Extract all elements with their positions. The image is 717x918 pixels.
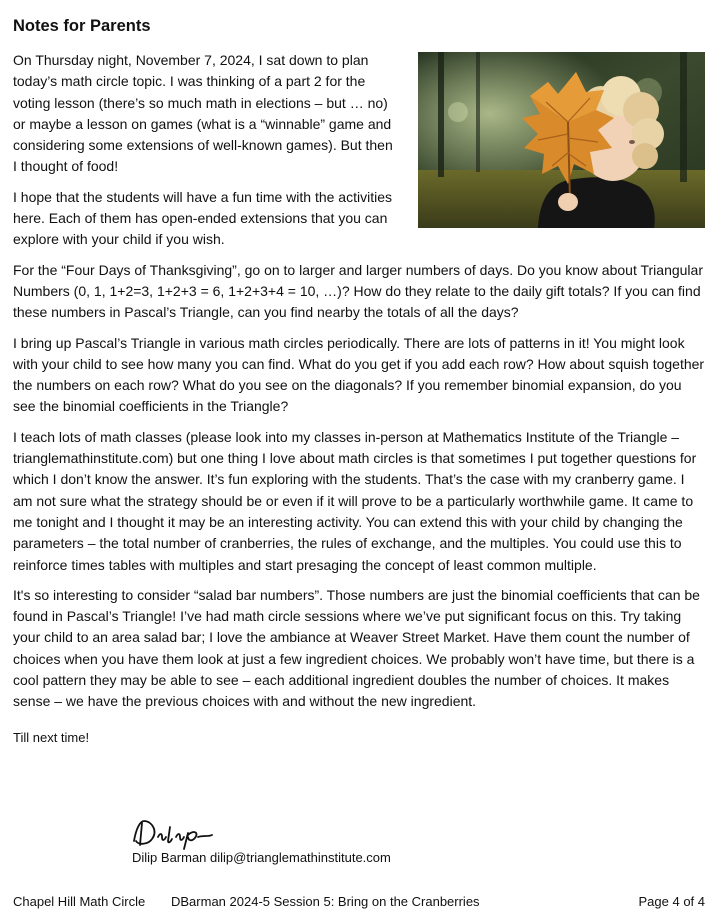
page-footer bbox=[13, 894, 705, 912]
handwritten-signature bbox=[128, 815, 228, 851]
paragraph: On Thursday night, November 7, 2024, I sat down to plan today’s math circle topic. I was thinking of a part 2 for the voting lesson (there’s so much math in elections – but … no) or maybe a lesson on games (what is a “winnable” game and considering some extensions of well-known games). But then I thought of food! bbox=[13, 52, 393, 175]
paragraph: I bring up Pascal’s Triangle in various math circles periodically. There are lots of patterns in it! You might look with your child to see how many you can find. What do you get if you add each row? How about squish together the numbers on each row? What do you see on the diagonals? If you remember binomial expansion, do you see the binomial coefficients in the Triangle? bbox=[13, 334, 705, 415]
footer-organization: Chapel Hill Math Circle bbox=[13, 894, 146, 909]
paragraph: For the “Four Days of Thanksgiving”, go on to larger and larger numbers of days. Do you know about Triangular Numbers (0, 1, 1+2=3, 1+2+3 = 6, 1+2+3+4 = 10, …)? How do they relate to the daily gift totals? If you can find these numbers in Pascal’s Triangle, can you find nearby the totals of all the days? bbox=[13, 261, 703, 321]
paragraph: I hope that the students will have a fun time with the activities here. Each of them has open-ended extensions that you can explore with your child if you wish. bbox=[13, 188, 392, 248]
signer-name-email: Dilip Barman dilip@trianglemathinstitute.com bbox=[132, 850, 391, 865]
footer-page-number: Page 4 of 4 bbox=[638, 894, 705, 909]
page-title: Notes for Parents bbox=[13, 17, 151, 35]
footer-session-title: DBarman 2024-5 Session 5: Bring on the Cranberries bbox=[171, 894, 480, 909]
document-body bbox=[13, 50, 705, 757]
paragraph: It's so interesting to consider “salad bar numbers”. Those numbers are just the binomial coefficients that can be found in Pascal’s Triangle! I’ve had math circle sessions where we’ve put significant focus on this. Try taking your child to an area salad bar; I love the ambiance at Weaver Street Market. Have them count the number of choices when you have them look at just a few ingredient choices. We probably won’t have time, but there is a cool pattern they may be able to see – each additional ingredient doubles the number of choices. It makes sense – we have the previous choices with and without the new ingredient. bbox=[13, 586, 700, 710]
paragraph: I teach lots of math classes (please look into my classes in-person at Mathematics Institute of the Triangle – trianglemathinstitute.com) but one thing I love about math circles is that sometimes I put together questions for which I don’t know the answer. It’s fun exploring with the students. That’s the case with my cranberry game. I am not sure what the strategy should be or even if it will prove to be a particularly worthwhile game. It came to me tonight and I thought it may be an interesting activity. You can extend this with your child by changing the parameters – the total number of cranberries, the rules of exchange, and the multiples. You could use this to reinforce times tables with multiples and start presaging the concept of least common multiple. bbox=[13, 428, 697, 573]
closing-line: Till next time! bbox=[13, 729, 90, 745]
child-with-leaf-photo bbox=[418, 52, 705, 228]
